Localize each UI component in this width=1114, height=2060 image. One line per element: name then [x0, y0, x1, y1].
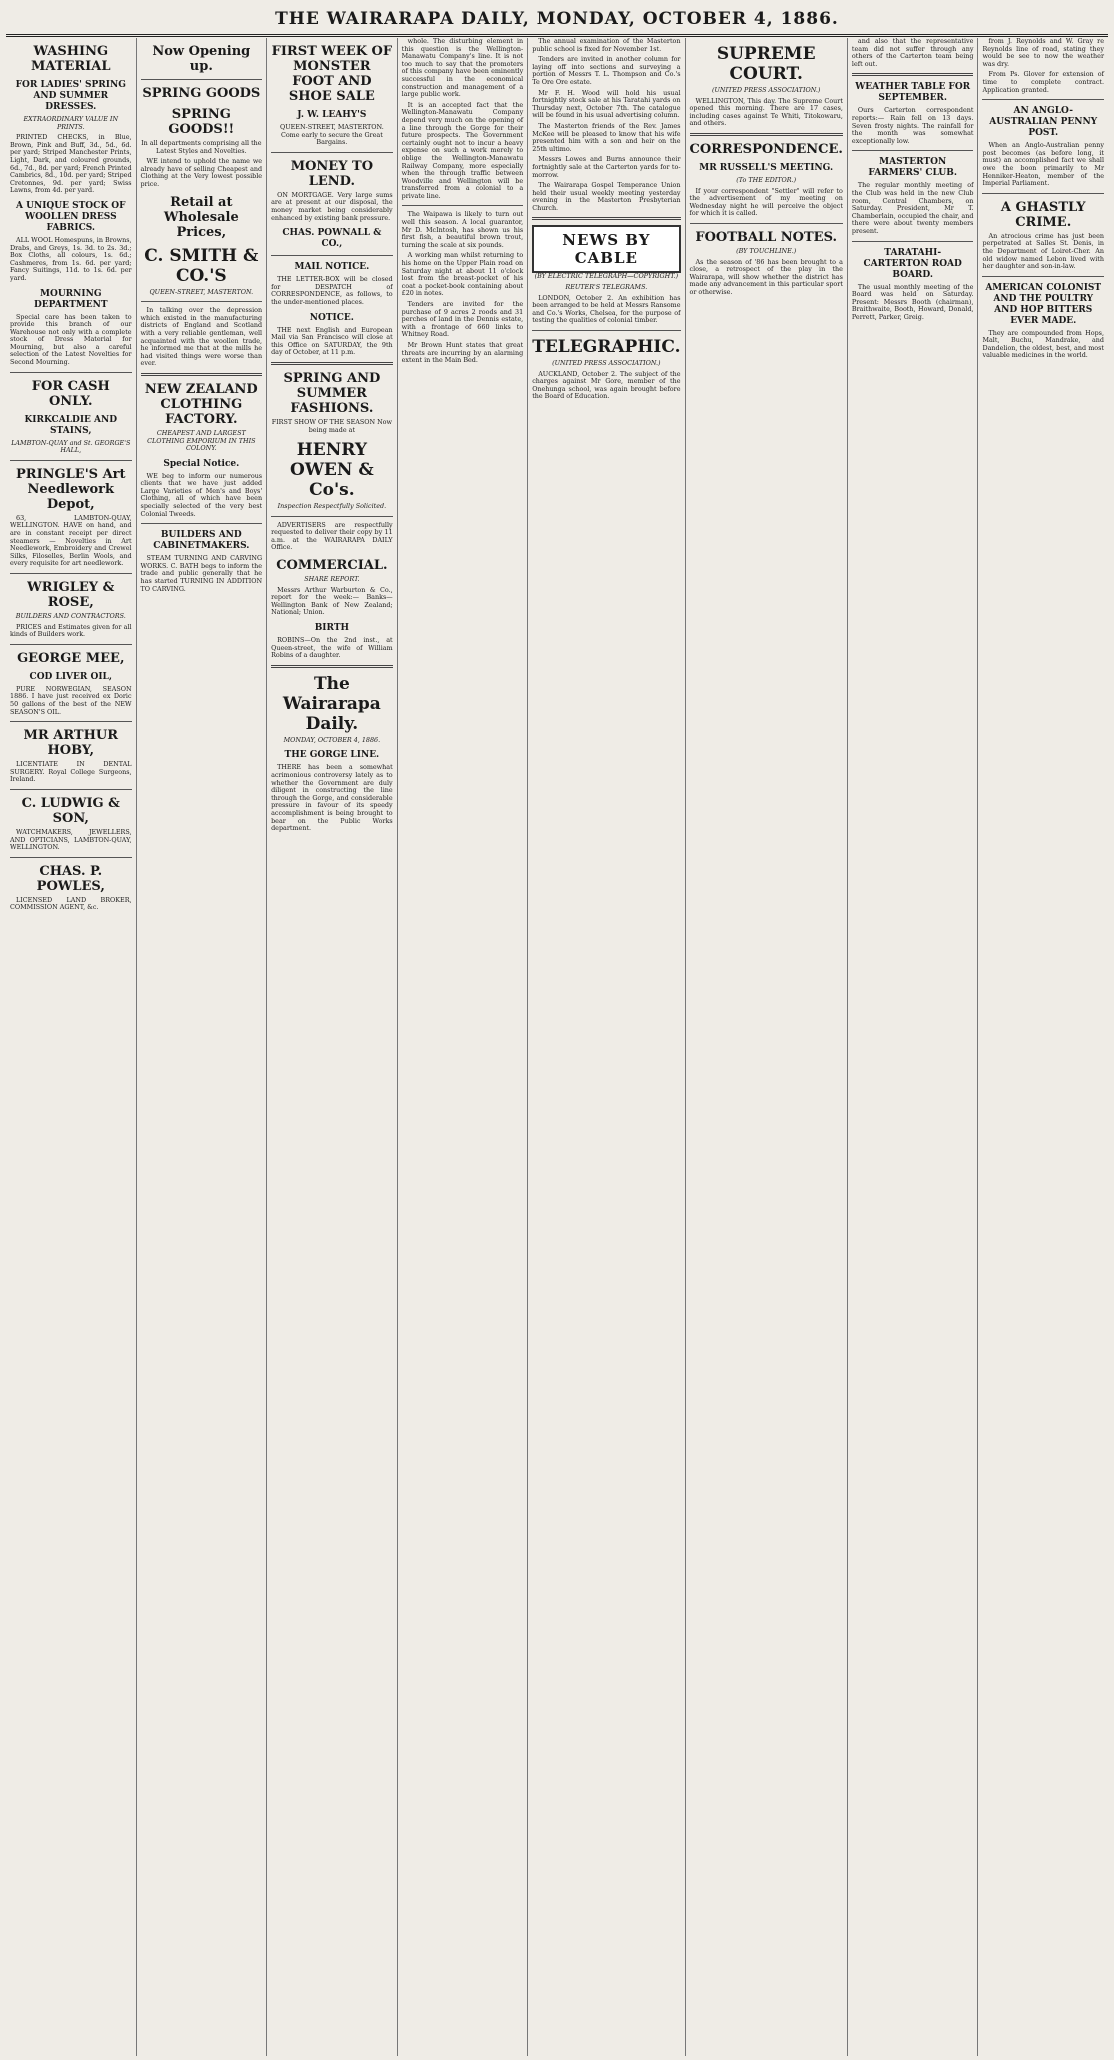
ad-body: WE beg to inform our numerous clients that we have just added Large Varieties of Men's and Boys' Clothing, all of which have been specially selected of the very best Colonial Tweeds. — [140, 471, 263, 518]
ad-subheading: CHEAPEST AND LARGEST CLOTHING EMPORIUM IN THIS COLONY. — [147, 428, 256, 453]
article-body: The Masterton friends of the Rev. James McKee will be pleased to know that his wife presented him with a son and heir on the 25th ultimo. — [532, 121, 681, 153]
section-heading: A GHASTLY CRIME. — [1000, 199, 1086, 230]
divider — [10, 573, 132, 574]
article-body: whole. The disturbing element in this question is the Wellington-Manawatu Company's line. It is not too much to say that the promoters of this company have been eminently successful in the economical construction and management of a large public work. — [401, 37, 524, 99]
columns — [6, 38, 1108, 2056]
telegraphic-heading: TELEGRAPHIC. — [532, 337, 681, 358]
ad-address: LAMBTON-QUAY and St. GEORGE'S HALL, — [11, 438, 131, 455]
article-body: As the season of '86 has been brought to a close, a retrospect of the play in the Wairarapa, will show whether the district has made any advancement in this particular sport or otherwise. — [689, 257, 843, 296]
divider — [271, 152, 393, 153]
divider — [852, 150, 974, 151]
article-body: An atrocious crime has just been perpetrated at Salles St. Denis, in the Department of Loiret-Cher. An old widow named Lebon lived with her daughter and son-in-law. — [982, 231, 1104, 271]
ad-body: FIRST SHOW OF THE SEASON Now being made at — [271, 417, 392, 434]
article-body: If your correspondent "Settler" will refer to the advertisement of my meeting on Wednesday night he will perceive the object for which it is called. — [689, 186, 843, 218]
article-body: Messrs Arthur Warburton & Co., report for the week:— Banks—Wellington Bank of New Zealand; National; Union. — [271, 585, 393, 617]
divider — [982, 193, 1104, 194]
divider — [532, 217, 680, 220]
column-2 — [137, 38, 268, 2056]
ad-body: WATCHMAKERS, JEWELLERS, AND OPTICIANS, LAMBTON-QUAY, WELLINGTON. — [10, 827, 132, 852]
ad-body: PRINTED CHECKS, in Blue, Brown, Pink and Buff, 3d., 5d., 6d. per yard; Striped Manchester Prints, Light, Dark, and coloured grounds, 6d., 7d., 8d. per yard; French Printed Cambrics, 8d., 10d. per yard; Striped Cretonnes, 9d. per yard; Swiss Lawns, from 4d. per yard. — [10, 133, 132, 195]
section-subheading: SHARE REPORT. — [304, 575, 360, 584]
ad-body: PURE NORWEGIAN, SEASON 1886. I have just received ex Doric 50 gallons of the best of the NEW SEASON'S OIL. — [10, 684, 132, 716]
editorial-heading: THE GORGE LINE. — [284, 750, 380, 761]
ad-body: Special care has been taken to provide this branch of our Warehouse not only with a complete stock of Dress Material for Mourning, but also a careful selection of the Latest Novelties for Second Mourning. — [10, 312, 132, 367]
news-by-cable-heading: NEWS BY CABLE — [532, 225, 680, 273]
ad-heading: SPRING GOODS — [142, 86, 261, 101]
ad-subheading: FOR LADIES' SPRING AND SUMMER DRESSES. — [15, 80, 126, 112]
ad-heading: Retail at Wholesale Prices, — [163, 194, 239, 240]
ad-heading: A UNIQUE STOCK OF WOOLLEN DRESS FABRICS. — [16, 200, 126, 233]
ad-heading: C. SMITH & CO.'S — [144, 245, 259, 286]
divider — [852, 73, 974, 76]
article-body: The Wairarapa Gospel Temperance Union held their usual weekly meeting yesterday evening in the Masterton Presbyterian Church. — [532, 181, 681, 212]
article-body: The Waipawa is likely to turn out well this season. A local guarantor, Mr D. McIntosh, has shown us his first fish, a beautiful brown trout, turning the scale at six pounds. — [401, 210, 524, 249]
ad-body: QUEEN-STREET, MASTERTON. Come early to secure the Great Bargains. — [279, 123, 384, 147]
section-subheading: (UNITED PRESS ASSOCIATION.) — [711, 86, 821, 94]
ad-heading: Now Opening up. — [152, 44, 251, 74]
column-3 — [267, 38, 398, 2056]
article-body: From Ps. Glover for extension of time to complete contract. Application granted. — [982, 70, 1104, 94]
section-subheading: (BY TOUCHLINE.) — [736, 246, 797, 255]
ad-heading: KIRKCALDIE AND STAINS, — [24, 414, 118, 436]
article-body: LONDON, October 2. An exhibition has been arranged to be held at Messrs Ransome and Co.'s Works, Chelsea, for the purpose of testing the qualities of colonial timber. — [532, 293, 681, 325]
notice-body: THE LETTER-BOX will be closed for DESPATCH of CORRESPONDENCE, as follows, to the under-mentioned places. — [271, 275, 393, 306]
notice-body: ADVERTISERS are respectfully requested to deliver their copy by 11 a.m. at the WAIRARAPA DAILY Office. — [271, 520, 393, 552]
ad-body: LICENTIATE IN DENTAL SURGERY. Royal College Surgeons, Ireland. — [10, 760, 132, 784]
ad-heading: Special Notice. — [163, 458, 240, 469]
section-heading: MR RUSSELL'S MEETING. — [699, 162, 834, 173]
divider — [690, 133, 843, 136]
divider — [141, 79, 263, 80]
ad-heading: MOURNING DEPARTMENT — [34, 288, 108, 310]
ad-heading: FOR CASH ONLY. — [31, 378, 110, 409]
ad-subheading: COD LIVER OIL, — [29, 671, 112, 682]
ad-heading: FIRST WEEK OF MONSTER FOOT AND SHOE SALE — [271, 44, 393, 104]
ad-heading: CHAS. P. POWLES, — [36, 863, 105, 894]
ad-heading: J. W. LEAHY'S — [297, 110, 367, 120]
divider — [10, 721, 132, 722]
ad-heading: GEORGE MEE, — [17, 650, 125, 666]
article-body: THERE has been a somewhat acrimonious controversy lately as to whether the Government are duly diligent in constructing the line through the Gorge, and considerable pressure in favour of its speedy accomplishment is being brought to bear on the Public Works department. — [271, 763, 393, 833]
ad-heading: BUILDERS AND CABINETMAKERS. — [153, 530, 250, 552]
divider — [852, 241, 974, 242]
masthead: THE WAIRARAPA DAILY, MONDAY, OCTOBER 4, 1886. — [6, 4, 1108, 37]
article-body: Tenders are invited for the purchase of 9 acres 2 roods and 31 perches of land in the Dennis estate, with a frontage of 660 links to Whitney Road. — [401, 300, 524, 339]
notice-body: THE next English and European Mail via San Francisco will close at this Office on SATURDAY, the 9th day of October, at 11 p.m. — [271, 325, 393, 357]
ad-heading: SPRING AND SUMMER FASHIONS. — [283, 370, 381, 416]
divider — [402, 205, 524, 206]
article-body: from J. Reynolds and W. Gray re Reynolds line of road, stating they would be see to now the weather was dry. — [982, 37, 1104, 68]
column-5 — [528, 38, 685, 2056]
article-body: Messrs Lowes and Burns announce their fortnightly sale at the Carterton yards for to-morrow. — [532, 155, 681, 179]
article-body: The usual monthly meeting of the Board was held on Saturday. Present: Messrs Booth (chairman), Braithwaite, Booth, Howard, Donald, Perrett, Parker, Greig. — [851, 282, 974, 321]
divider — [271, 516, 393, 517]
ad-heading: HENRY OWEN & Co's. — [290, 440, 374, 501]
column-8 — [978, 38, 1108, 2056]
article-body: The annual examination of the Masterton public school is fixed for November 1st. — [532, 37, 681, 53]
article-body: In talking over the depression which existed in the manufacturing districts of England and Scotland with a very reliable gentleman, well acquainted with the woollen trade, he informed me that at the mills he had visited things were worse than ever. — [140, 306, 263, 368]
divider — [10, 644, 132, 645]
article-body: Mr Brown Hunt states that great threats are incurring by an alarming extent in the Main Bed. — [401, 340, 524, 365]
ad-body: They are compounded from Hops, Malt, Buchu, Mandrake, and Dandelion, the oldest, best, and most valuable medicines in the world. — [982, 328, 1104, 360]
divider — [10, 372, 132, 373]
column-4 — [398, 38, 529, 2056]
section-heading: WEATHER TABLE FOR SEPTEMBER. — [855, 82, 971, 104]
ad-heading: NEW ZEALAND CLOTHING FACTORY. — [144, 381, 258, 427]
ad-heading: PRINGLE'S Art Needlework Depot, — [16, 466, 126, 512]
divider — [982, 99, 1104, 100]
article-body: ROBINS—On the 2nd inst., at Queen-street, the wife of William Robins of a daughter. — [271, 636, 393, 660]
column-7 — [848, 38, 979, 2056]
editorial-date: MONDAY, OCTOBER 4, 1886. — [283, 735, 381, 744]
article-body: When an Anglo-Australian penny post becomes (as before long, it must) an accomplished fact we shall owe the boon primarily to Mr Henniker-Heaton, member of the Imperial Parliament. — [982, 141, 1104, 188]
ad-subheading: BUILDERS AND CONTRACTORS. — [15, 612, 126, 620]
notice-heading: MAIL NOTICE. — [294, 262, 370, 273]
divider — [141, 373, 263, 376]
ad-body: ALL WOOL Homespuns, in Browns, Drabs, and Greys, 1s. 3d. to 2s. 3d.; Box Cloths, all colours, 1s. 6d.; Cashmeres, from 1s. 6d. per yard; Fancy Suitings, 11d. to 1s. 6d. per yard. — [10, 235, 132, 282]
divider — [690, 223, 843, 224]
ad-body: LICENSED LAND BROKER, COMMISSION AGENT, &c. — [10, 895, 132, 912]
article-body: and also that the representative team did not suffer through any others of the Carterton team being left out. — [851, 37, 974, 68]
divider — [982, 276, 1104, 277]
ad-heading: WRIGLEY & ROSE, — [27, 580, 115, 610]
article-body: AUCKLAND, October 2. The subject of the charges against Mr Gore, member of the Onehunga school, was again brought before the Board of Education. — [532, 369, 681, 401]
editorial-masthead: The Wairarapa Daily. — [282, 673, 381, 734]
section-subheading: (UNITED PRESS ASSOCIATION.) — [552, 359, 661, 368]
notice-heading: NOTICE. — [309, 312, 354, 323]
ad-heading: MONEY TO LEND. — [290, 158, 374, 189]
article-body: Ours Carterton correspondent reports:— Rain fell on 13 days. Seven frosty nights. The rainfall for the month was somewhat exceptionally low. — [851, 106, 974, 145]
section-heading: TARATAHI-CARTERTON ROAD BOARD. — [863, 247, 962, 280]
article-body: WELLINGTON, This day. The Supreme Court opened this morning. There are 17 cases, including cases against Te Whiti, Titokowaru, and others. — [689, 96, 843, 128]
section-heading: MASTERTON FARMERS' CLUB. — [868, 157, 957, 179]
ad-heading: AMERICAN COLONIST AND THE POULTRY AND HOP BITTERS EVER MADE. — [985, 282, 1102, 326]
section-heading: BIRTH — [314, 623, 350, 634]
divider — [271, 255, 393, 256]
ad-body: STEAM TURNING AND CARVING WORKS. C. BATH begs to inform the trade and public generally that he has started TURNING IN ADDITION TO CARVING. — [140, 554, 263, 593]
divider — [10, 460, 132, 461]
article-body: Tenders are invited in another column for laying off into sections and surveying a portion of Messrs T. L. Thompson and Co.'s Te Ore Ore estate. — [532, 55, 681, 86]
section-subheading: REUTER'S TELEGRAMS. — [565, 283, 648, 292]
correspondence-heading: CORRESPONDENCE. — [689, 141, 843, 157]
supreme-court-heading: SUPREME COURT. — [716, 44, 816, 84]
divider — [10, 857, 132, 858]
ad-address: QUEEN-STREET, MASTERTON. — [149, 287, 254, 296]
ad-body: ON MORTGAGE. Very large sums are at present at our disposal, the money market being considerably enhanced by existing bank pressure. — [271, 190, 393, 222]
article-body: The regular monthly meeting of the Club was held in the new Club room, Central Chambers, on Saturday. President, Mr T. Chamberlain, occupied the chair, and there were about twenty members present. — [851, 181, 974, 235]
article-body: It is an accepted fact that the Wellington-Manawatu Company depend very much on the opening of a line through the Gorge for their future prospects. The Government certainly ought not to incur a heavy expense on such a work merely to oblige the Wellington-Manawatu Railway Company, more especially when the through traffic between Woodville and Wellington will be transferred from a colonial to a private line. — [401, 100, 524, 200]
ad-heading: WASHING MATERIAL — [31, 44, 111, 74]
divider — [532, 330, 680, 331]
section-subheading: (To THE EDITOR.) — [736, 175, 797, 184]
ad-heading: CHAS. POWNALL & CO., — [282, 228, 382, 250]
divider — [141, 523, 263, 524]
article-body: A working man whilst returning to his home on the Upper Plain road on Saturday night at about 11 o'clock lost from the breast-pocket of his coat a pocket-book containing about £20 in notes. — [401, 251, 524, 298]
ad-body: PRICES and Estimates given for all kinds of Builders work. — [10, 622, 132, 639]
column-6 — [686, 38, 848, 2056]
ad-tagline: Inspection Respectfully Solicited. — [277, 502, 387, 511]
section-heading: AN ANGLO-AUSTRALIAN PENNY POST. — [989, 106, 1098, 139]
divider — [141, 301, 263, 302]
ad-body: In all departments comprising all the Latest Styles and Novelties. — [141, 139, 262, 155]
ad-tagline: EXTRAORDINARY VALUE IN PRINTS. — [23, 115, 119, 131]
ad-body: WE intend to uphold the name we already have of selling Cheapest and Clothing at the Very lowest possible price. — [140, 157, 263, 188]
ad-heading: SPRING GOODS!! — [168, 107, 235, 137]
section-subheading: (BY ELECTRIC TELEGRAPH—COPYRIGHT.) — [534, 272, 679, 281]
ad-heading: MR ARTHUR HOBY, — [23, 728, 119, 759]
ad-body: 63, LAMBTON-QUAY, WELLINGTON. HAVE on hand, and are in constant receipt per direct steamers — Novelties in Art Needlework, Embroidery and Crewel Silks, Filoselles, Berlin Wools, and every requisite for art needlework. — [10, 513, 132, 568]
divider — [271, 665, 393, 668]
section-heading: COMMERCIAL. — [276, 558, 388, 574]
divider — [271, 362, 393, 365]
football-heading: FOOTBALL NOTES. — [695, 229, 838, 245]
divider — [10, 789, 132, 790]
ad-heading: C. LUDWIG & SON, — [21, 795, 120, 826]
column-1 — [6, 38, 137, 2056]
article-body: Mr F. H. Wood will hold his usual fortnightly stock sale at his Taratahi yards on Thursday next, October 7th. The catalogue will be found in his usual advertising column. — [532, 88, 681, 120]
